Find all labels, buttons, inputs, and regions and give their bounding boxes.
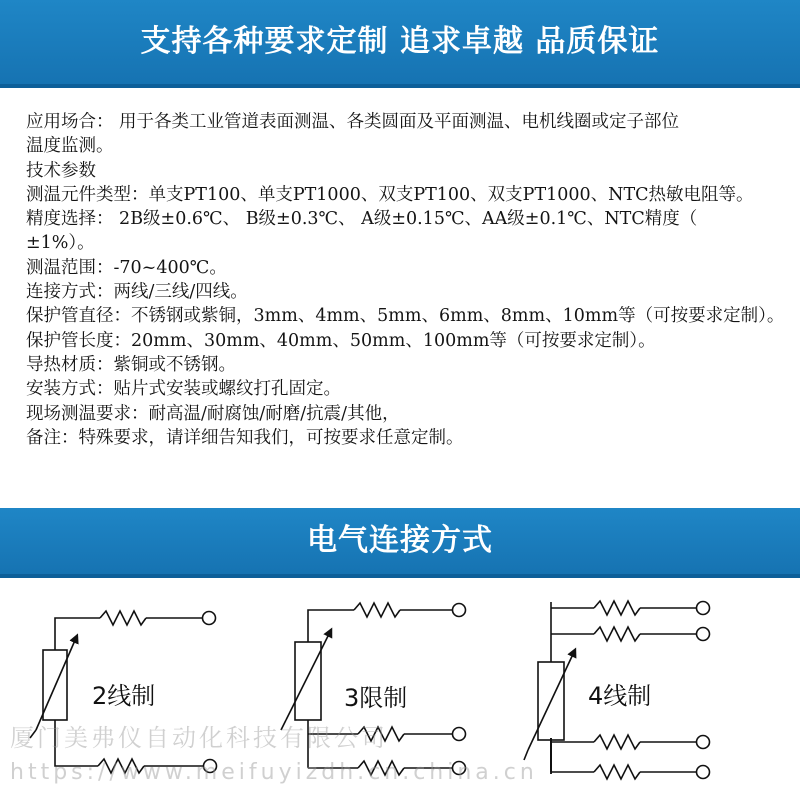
spec-line: 精度选择： 2B级±0.6℃、 B级±0.3℃、 A级±0.15℃、AA级±0.1℃、NTC精度（ <box>26 209 698 230</box>
variable-arrow-icon <box>528 652 574 750</box>
spec-line: 保护管长度：20mm、30mm、40mm、50mm、100mm等（可按要求定制）。 <box>26 330 656 351</box>
spec-list <box>26 110 786 450</box>
spec-line: ±1%）。 <box>26 233 95 254</box>
header-banner-edge <box>0 84 800 88</box>
spec-line: 测温范围：-70~400℃。 <box>26 257 227 278</box>
four-wire-label: 4线制 <box>588 682 652 710</box>
section-title: 电气连接方式 <box>307 523 493 558</box>
four-wire-bottom-leads <box>0 580 800 800</box>
spec-line: 导热材质：紫铜或不锈钢。 <box>26 354 236 375</box>
section-banner <box>0 508 800 574</box>
spec-line: 现场测温要求：耐高温/耐腐蚀/耐磨/抗震/其他， <box>26 403 400 424</box>
spec-line: 测温元件类型：单支PT100、单支PT1000、双支PT100、双支PT1000、NTC热敏电阻等。 <box>26 184 754 205</box>
section-banner-edge <box>0 574 800 578</box>
header-title: 支持各种要求定制 追求卓越 品质保证 <box>140 24 660 59</box>
spec-line: 保护管直径：不锈钢或紫铜，3mm、4mm、5mm、6mm、8mm、10mm等（可按要求定制）。 <box>26 306 785 327</box>
spec-line: 技术参数 <box>26 160 96 181</box>
watermark-company: 厦门美弗仪自动化科技有限公司 <box>10 724 388 752</box>
watermark-url: https://www.meifuyizdh.cn.china.cn <box>10 760 538 785</box>
spec-line: 备注：特殊要求，请详细告知我们，可按要求任意定制。 <box>26 427 464 448</box>
spec-line: 应用场合： 用于各类工业管道表面测温、各类圆面及平面测温、电机线圈或定子部位 <box>26 112 680 132</box>
two-wire-label: 2线制 <box>92 682 156 710</box>
three-wire-label: 3限制 <box>344 684 408 712</box>
spec-line: 安装方式：贴片式安装或螺纹打孔固定。 <box>26 379 341 400</box>
spec-line: 连接方式：两线/三线/四线。 <box>26 282 248 303</box>
spec-line: 温度监测。 <box>26 136 114 157</box>
header-banner <box>0 0 800 84</box>
